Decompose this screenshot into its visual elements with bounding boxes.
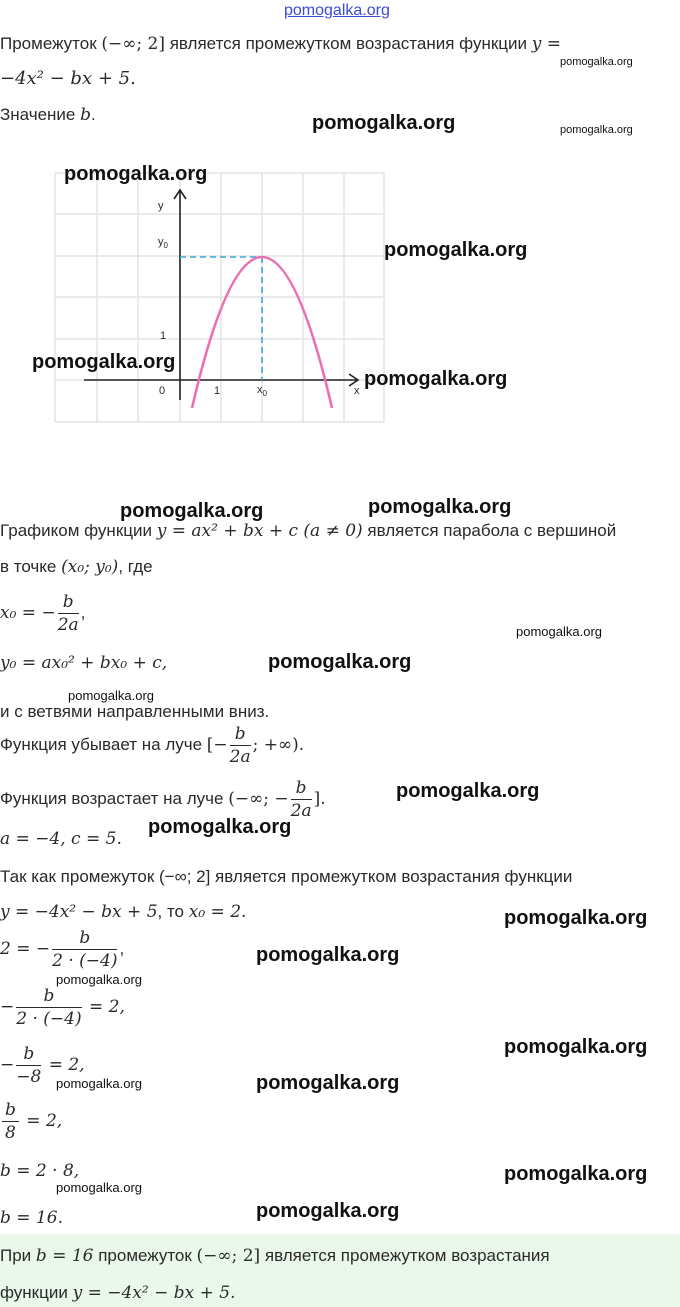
- origin-label: 0: [159, 385, 166, 397]
- answer-line-1: При b = 16 промежуток (−∞; 2] является промежутком возрастания: [0, 1246, 550, 1266]
- increasing-ray: Функция возрастает на луче (−∞; − $\frac{b}{2a}$ ].: [0, 778, 326, 821]
- watermark: pomogalka.org: [56, 1076, 142, 1091]
- branches-down-text: и с ветвями направленными вниз.: [0, 702, 270, 721]
- problem-dot: .: [91, 105, 96, 124]
- x-axis-label: x: [354, 385, 360, 397]
- equation-5: b = 2 · 8,: [0, 1161, 80, 1181]
- solution-line-2: в точке (x₀; y₀), где: [0, 557, 153, 577]
- problem-interval: (−∞; 2]: [101, 34, 165, 54]
- watermark: pomogalka.org: [384, 239, 528, 261]
- watermark: pomogalka.org: [504, 1036, 648, 1058]
- coefficients: a = −4, c = 5.: [0, 829, 122, 849]
- watermark: pomogalka.org: [120, 500, 264, 522]
- watermark: pomogalka.org: [504, 907, 648, 929]
- watermark: pomogalka.org: [256, 944, 400, 966]
- since-text: Так как промежуток (−∞; 2] является промежутком возрастания функции: [0, 867, 573, 886]
- equation-4: $\frac{b}{8}$ = 2,: [0, 1100, 62, 1143]
- solution-line-1: Графиком функции y = ax² + bx + c (a ≠ 0) является парабола с вершиной: [0, 521, 617, 541]
- watermark: pomogalka.org: [560, 124, 633, 136]
- x-tick-1: 1: [214, 385, 221, 397]
- x0-label: $x_0$: [257, 384, 267, 399]
- result: b = 16.: [0, 1208, 63, 1228]
- watermark: pomogalka.org: [504, 1163, 648, 1185]
- watermark: pomogalka.org: [364, 368, 508, 390]
- watermark: pomogalka.org: [268, 651, 412, 673]
- watermark: pomogalka.org: [396, 780, 540, 802]
- watermark: pomogalka.org: [64, 163, 208, 185]
- site-link[interactable]: pomogalka.org: [284, 2, 390, 19]
- watermark: pomogalka.org: [68, 688, 154, 703]
- y-tick-1: 1: [160, 330, 167, 342]
- problem-text-2: является промежутком возрастания функции: [164, 34, 532, 53]
- watermark: pomogalka.org: [368, 496, 512, 518]
- watermark: pomogalka.org: [312, 112, 456, 134]
- y0-label: $y_0$: [158, 236, 168, 251]
- decreasing-ray: Функция убывает на луче [− $\frac{b}{2a}$ ; +∞).: [0, 724, 305, 767]
- problem-question: Значение: [0, 105, 81, 124]
- problem-text: Промежуток: [0, 34, 102, 53]
- watermark: pomogalka.org: [516, 624, 602, 639]
- equation-3: − $\frac{b}{-8}$ = 2,: [0, 1044, 85, 1087]
- y-axis-label: y: [158, 200, 164, 212]
- function-line: y = −4x² − bx + 5, то x₀ = 2.: [0, 902, 247, 922]
- equation-1: 2 = − $\frac{b}{2 \cdot (-4)}$ ,: [0, 928, 125, 971]
- watermark: pomogalka.org: [32, 351, 176, 373]
- answer-line-2: функции y = −4x² − bx + 5.: [0, 1283, 236, 1303]
- problem-y: y =: [531, 34, 562, 54]
- problem-formula: −4x² − bx + 5.: [0, 68, 136, 89]
- watermark: pomogalka.org: [56, 1180, 142, 1195]
- equation-2: − $\frac{b}{2 \cdot (-4)}$ = 2,: [0, 986, 125, 1029]
- watermark: pomogalka.org: [256, 1200, 400, 1222]
- watermark: pomogalka.org: [256, 1072, 400, 1094]
- problem-b: b: [80, 105, 92, 125]
- watermark: pomogalka.org: [148, 816, 292, 838]
- vertex-x-formula: x₀ = − $\frac{b}{2a}$ ,: [0, 592, 86, 635]
- watermark: pomogalka.org: [56, 972, 142, 987]
- vertex-y-formula: y₀ = ax₀² + bx₀ + c,: [0, 653, 168, 673]
- watermark: pomogalka.org: [560, 56, 633, 68]
